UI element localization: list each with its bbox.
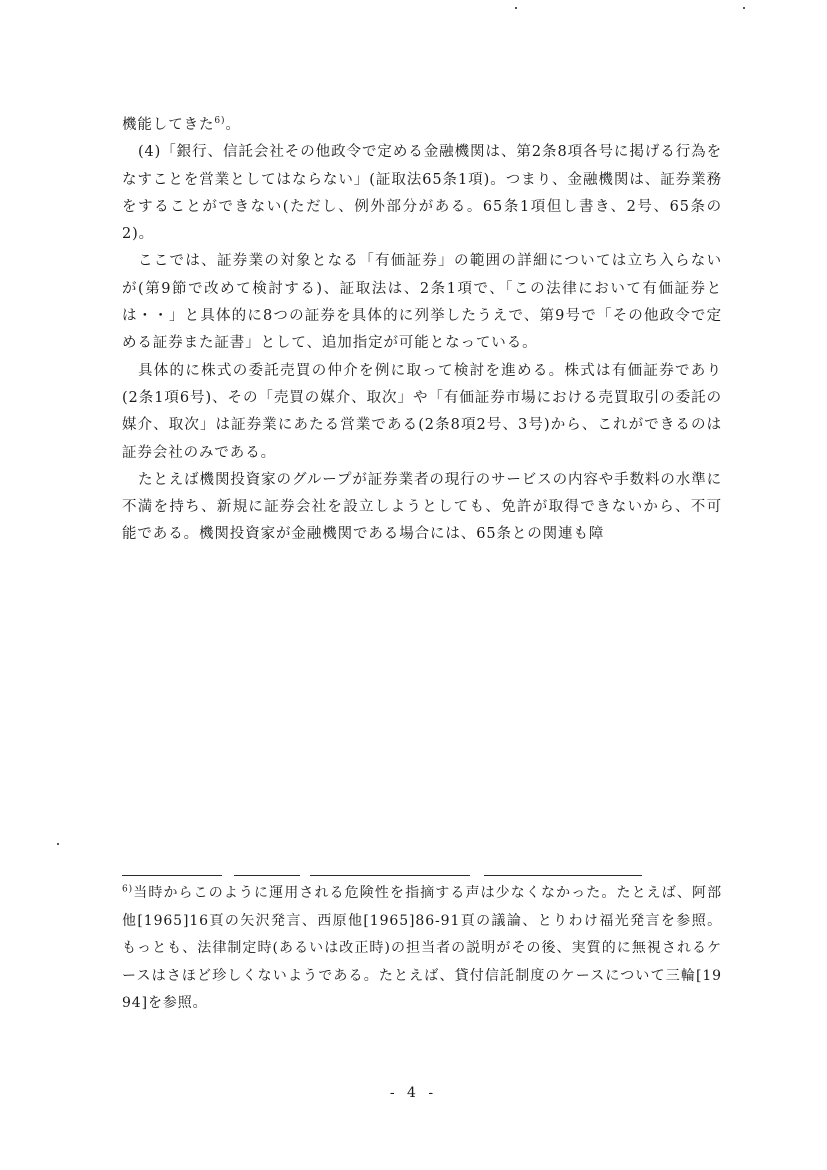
paragraph-1 (122, 112, 722, 139)
scan-speck (515, 7, 517, 9)
scan-speck (57, 843, 59, 845)
separator-gap (470, 873, 484, 877)
paragraph-text: 機能してきた (122, 117, 215, 133)
separator-gap (300, 873, 310, 877)
paragraph-5: たとえば機関投資家のグループが証券業者の現行のサービスの内容や手数料の水準に不満を持ち、新規に証券会社を設立しようとしても、免許が取得できないから、不可能である。機関投資家が金融機関である場合には、65条との関連も障 (122, 471, 722, 543)
footnote (122, 880, 722, 1018)
footnote-separator (122, 875, 642, 876)
separator-gap (222, 873, 234, 877)
paragraph-2: (4)「銀行、信託会社その他政令で定める金融機関は、第2条8項各号に掲げる行為をなすことを営業としてはならない」(証取法65条1項)。つまり、金融機関は、証券業務をすることができない(ただし、例外部分がある。65条1項但し書き、2号、65条の2)。 (122, 144, 722, 243)
footnote-mark: 6) (122, 884, 134, 895)
paragraph-tail: 。 (225, 117, 241, 133)
footnote-text: 当時からこのように運用される危険性を指摘する声は少なくなかった。たとえば、阿部他[1965]16頁の矢沢発言、西原他[1965]86-91頁の議論、とりわけ福光発言を参照。もっとも、法律制定時(あるいは改正時)の担当者の説明がその後、実質的に無視されるケースはさほど珍しくないようである。たとえば、貸付信託制度のケースについて三輪[1994]を参照。 (122, 885, 722, 1011)
scan-speck (743, 7, 745, 9)
footnote-reference[interactable]: 6) (214, 116, 226, 127)
paragraph-3: ここでは、証券業の対象となる「有価証券」の範囲の詳細については立ち入らないが(第9節で改めて検討する)、証取法は、2条1項で、「この法律において有価証券とは・・」と具体的に8つの証券を具体的に列挙したうえで、第9号で「その他政令で定める証券また証書」として、追加指定が可能となっている。 (122, 253, 722, 352)
page-number: - 4 - (389, 1085, 438, 1101)
body-text (122, 112, 722, 549)
paragraph-4: 具体的に株式の委託売買の仲介を例に取って検討を進める。株式は有価証券であり(2条1項6号)、その「売買の媒介、取次」や「有価証券市場における売買取引の委託の媒介、取次」は証券業にあたる営業である(2条8項2号、3号)から、これができるのは証券会社のみである。 (122, 362, 722, 461)
